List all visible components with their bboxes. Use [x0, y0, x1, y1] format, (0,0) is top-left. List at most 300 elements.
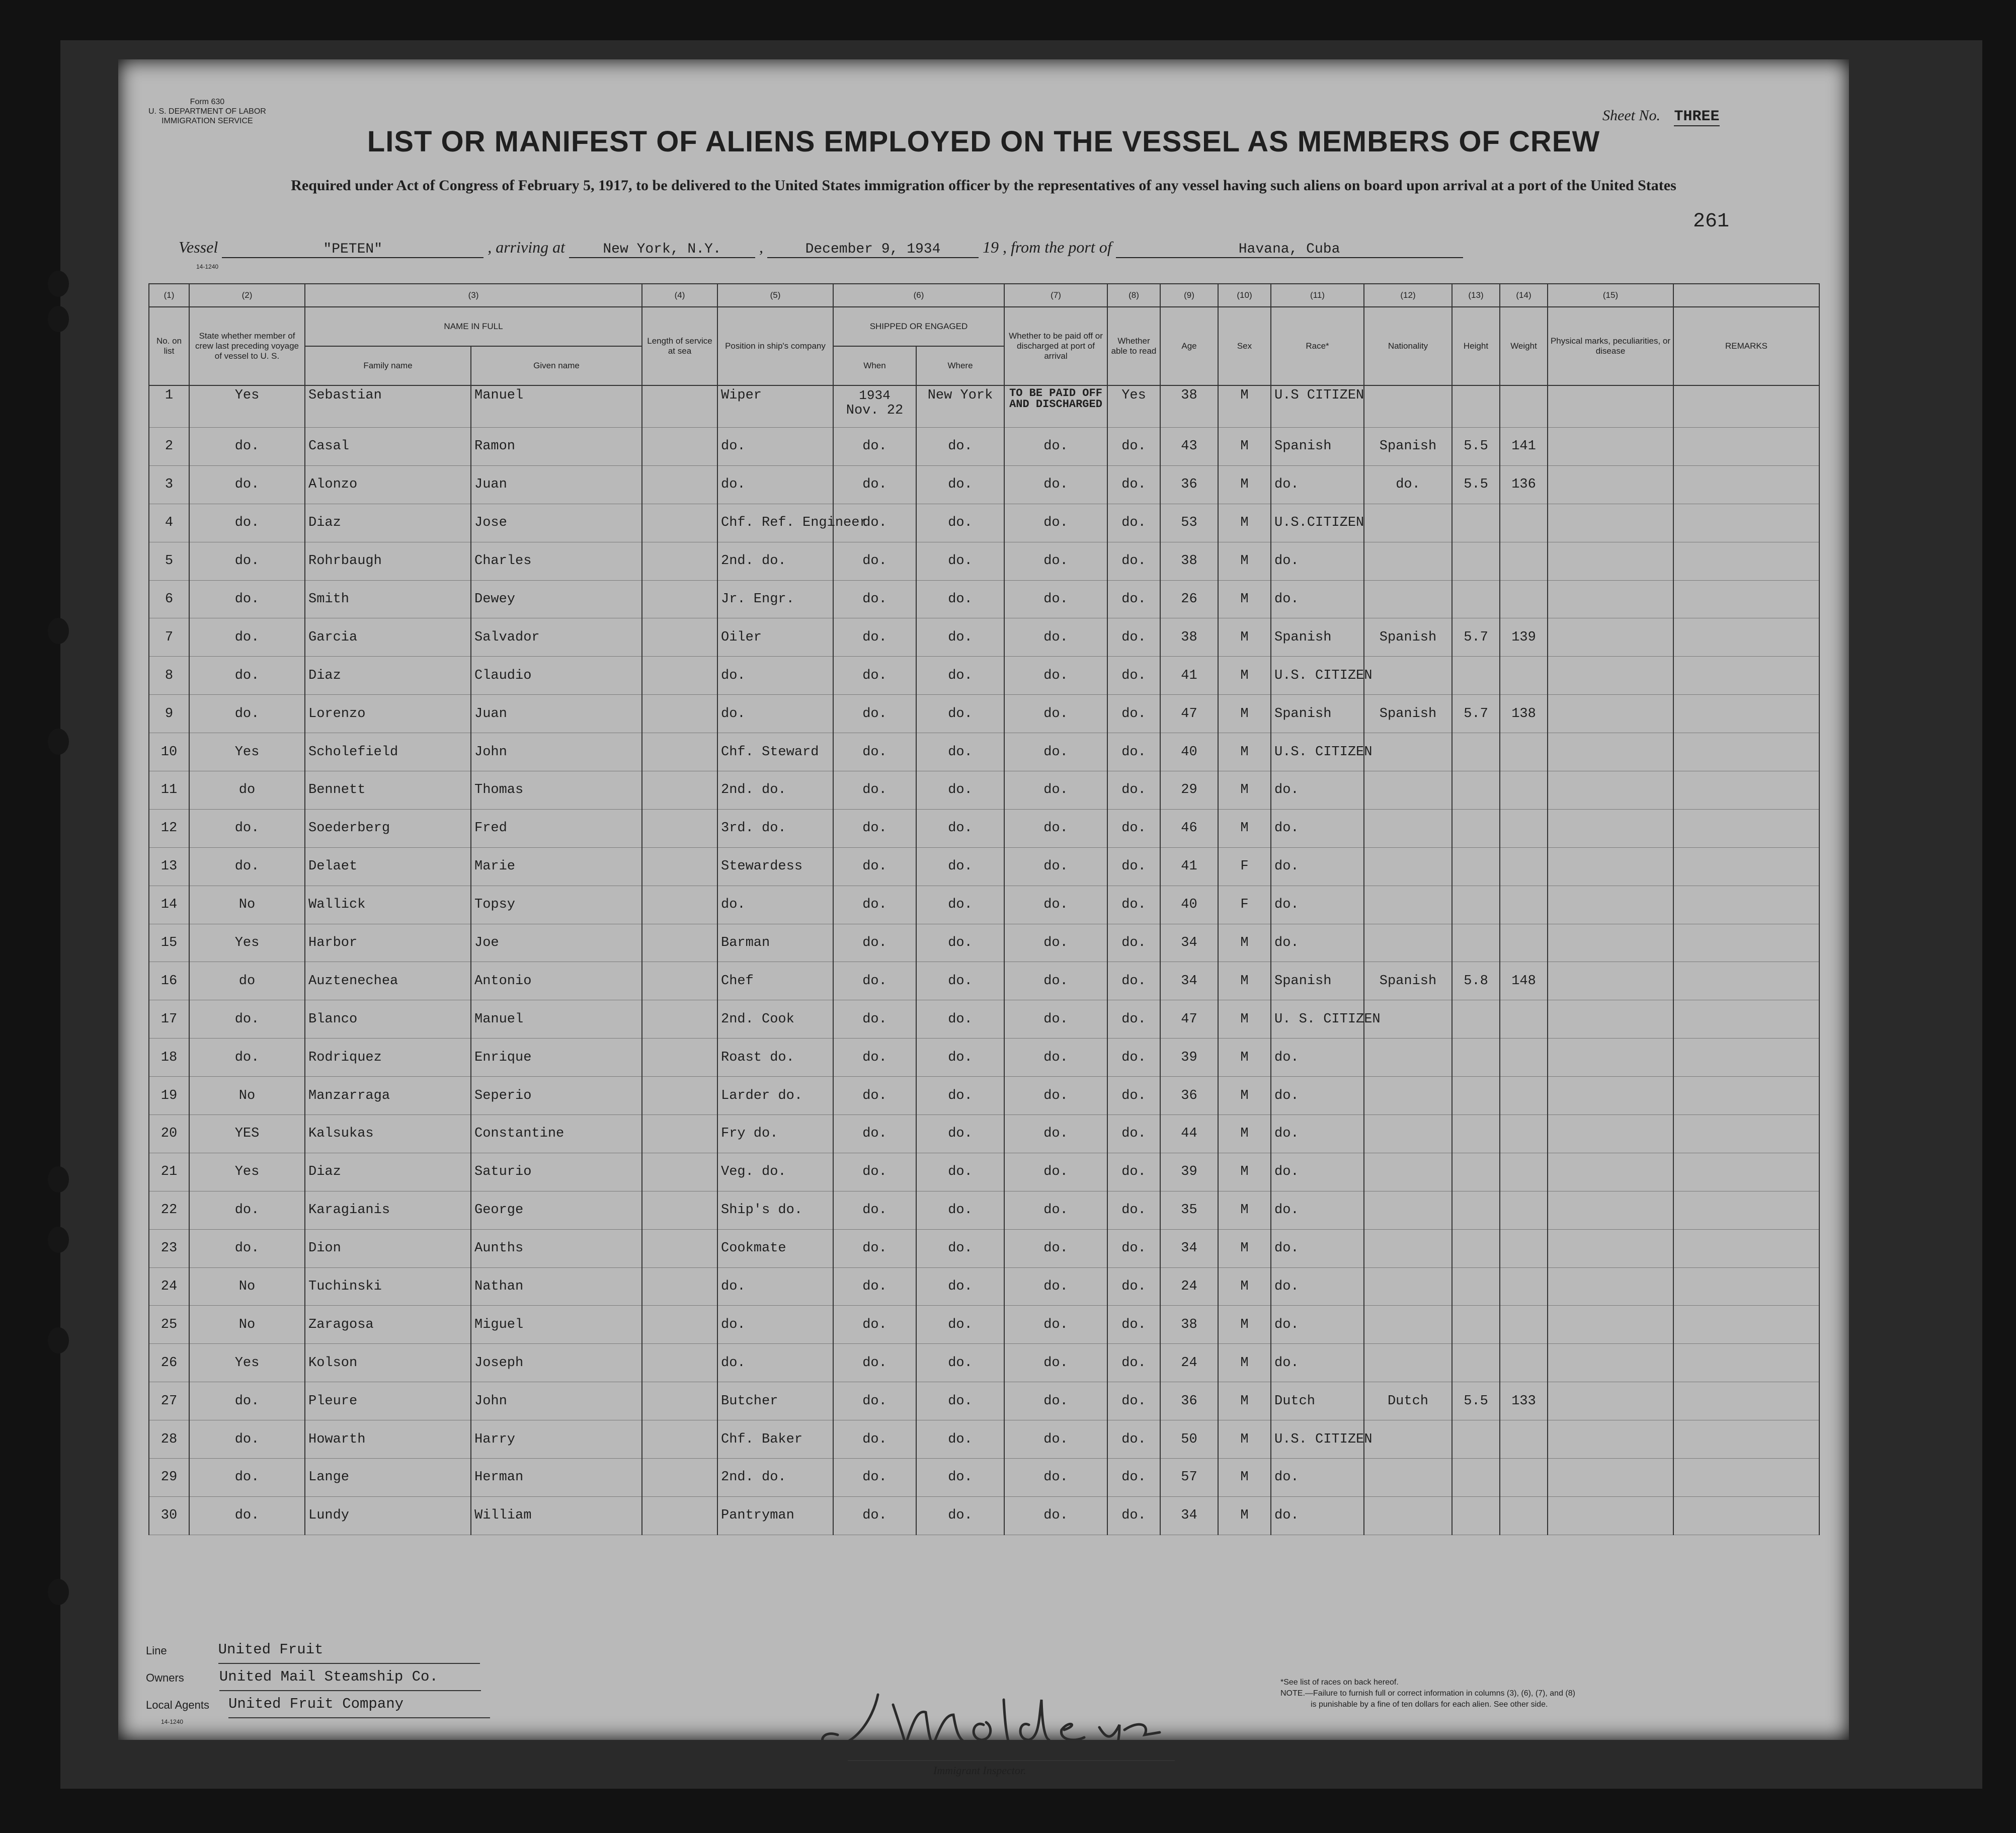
cell-shipped-when: do. — [833, 1000, 916, 1039]
cell-age: 40 — [1160, 733, 1218, 771]
cell-remarks — [1673, 733, 1819, 771]
cell-able-to-read: do. — [1107, 1344, 1160, 1382]
cell-remarks — [1673, 1306, 1819, 1344]
cell-row-number: 8 — [149, 657, 189, 695]
cell-height — [1452, 1420, 1500, 1459]
cell-given-name: John — [471, 733, 642, 771]
cell-remarks — [1673, 847, 1819, 886]
cell-last-voyage: do. — [189, 657, 305, 695]
cell-position: do. — [717, 657, 833, 695]
cell-family-name: Lundy — [305, 1496, 471, 1535]
column-number: (1) — [149, 284, 189, 307]
cell-family-name: Soederberg — [305, 809, 471, 847]
cell-row-number: 21 — [149, 1153, 189, 1191]
cell-given-name: Constantine — [471, 1115, 642, 1153]
cell-given-name: Ramon — [471, 428, 642, 466]
cell-age: 57 — [1160, 1459, 1218, 1497]
cell-paid-off: do. — [1004, 1344, 1107, 1382]
cell-able-to-read: do. — [1107, 847, 1160, 886]
cell-weight — [1500, 580, 1548, 618]
cell-age: 43 — [1160, 428, 1218, 466]
cell-position: do. — [717, 1306, 833, 1344]
cell-remarks — [1673, 465, 1819, 504]
cell-family-name: Dion — [305, 1229, 471, 1267]
year-label: 19 — [982, 238, 999, 256]
cell-height — [1452, 1229, 1500, 1267]
table-row — [149, 542, 1819, 580]
cell-physical-marks — [1548, 618, 1673, 657]
cell-given-name: Joe — [471, 924, 642, 962]
cell-remarks — [1673, 1459, 1819, 1497]
cell-given-name: Salvador — [471, 618, 642, 657]
table-row — [149, 1115, 1819, 1153]
cell-paid-off: do. — [1004, 1039, 1107, 1077]
arriving-label: , arriving at — [488, 238, 565, 256]
cell-length-of-service — [642, 465, 717, 504]
header-race: Race* — [1271, 307, 1364, 385]
cell-sex: M — [1218, 580, 1271, 618]
cell-weight: 148 — [1500, 962, 1548, 1000]
cell-weight — [1500, 924, 1548, 962]
cell-given-name: Saturio — [471, 1153, 642, 1191]
cell-remarks — [1673, 1077, 1819, 1115]
cell-shipped-when: do. — [833, 771, 916, 810]
table-row — [149, 809, 1819, 847]
owners-value: United Mail Steamship Co. — [219, 1664, 481, 1691]
table-row — [149, 1306, 1819, 1344]
cell-nationality — [1364, 657, 1452, 695]
table-row — [149, 657, 1819, 695]
cell-physical-marks — [1548, 657, 1673, 695]
cell-shipped-when: do. — [833, 809, 916, 847]
column-number: (8) — [1107, 284, 1160, 307]
cell-family-name: Diaz — [305, 657, 471, 695]
cell-age: 24 — [1160, 1344, 1218, 1382]
cell-shipped-when: do. — [833, 1496, 916, 1535]
cell-length-of-service — [642, 1459, 717, 1497]
cell-height: 5.5 — [1452, 428, 1500, 466]
header-physical-marks: Physical marks, peculiarities, or disease — [1548, 307, 1673, 385]
column-number: (7) — [1004, 284, 1107, 307]
cell-shipped-when: do. — [833, 847, 916, 886]
cell-given-name: Topsy — [471, 886, 642, 924]
cell-position: do. — [717, 1344, 833, 1382]
cell-last-voyage: do. — [189, 580, 305, 618]
cell-family-name: Rodriquez — [305, 1039, 471, 1077]
shipped-year: 1934 — [859, 388, 891, 403]
cell-last-voyage: do. — [189, 465, 305, 504]
column-number: (4) — [642, 284, 717, 307]
cell-row-number: 25 — [149, 1306, 189, 1344]
cell-family-name: Diaz — [305, 1153, 471, 1191]
cell-length-of-service — [642, 1267, 717, 1306]
cell-family-name: Howarth — [305, 1420, 471, 1459]
table-row — [149, 962, 1819, 1000]
cell-able-to-read: do. — [1107, 1459, 1160, 1497]
cell-height: 5.5 — [1452, 465, 1500, 504]
cell-remarks — [1673, 886, 1819, 924]
header-height: Height — [1452, 307, 1500, 385]
cell-family-name: Blanco — [305, 1000, 471, 1039]
cell-able-to-read: do. — [1107, 1077, 1160, 1115]
cell-physical-marks — [1548, 1229, 1673, 1267]
table-row — [149, 733, 1819, 771]
cell-age: 39 — [1160, 1153, 1218, 1191]
sheet-number-value: THREE — [1674, 108, 1720, 125]
cell-height: 5.8 — [1452, 962, 1500, 1000]
cell-last-voyage: do. — [189, 1382, 305, 1420]
cell-race: do. — [1271, 465, 1364, 504]
cell-height — [1452, 1306, 1500, 1344]
cell-given-name: Charles — [471, 542, 642, 580]
owners-label: Owners — [146, 1671, 184, 1684]
cell-remarks — [1673, 695, 1819, 733]
table-row — [149, 504, 1819, 542]
cell-physical-marks — [1548, 1039, 1673, 1077]
cell-physical-marks — [1548, 504, 1673, 542]
binder-hole — [48, 1579, 69, 1605]
cell-race: do. — [1271, 771, 1364, 810]
cell-nationality: Spanish — [1364, 618, 1452, 657]
cell-last-voyage: do. — [189, 1039, 305, 1077]
cell-given-name: Joseph — [471, 1344, 642, 1382]
binder-hole — [48, 306, 69, 332]
cell-age: 40 — [1160, 886, 1218, 924]
cell-paid-off: do. — [1004, 657, 1107, 695]
cell-shipped-when: do. — [833, 1344, 916, 1382]
cell-position: Stewardess — [717, 847, 833, 886]
header-age: Age — [1160, 307, 1218, 385]
cell-paid-off: do. — [1004, 1420, 1107, 1459]
cell-age: 34 — [1160, 962, 1218, 1000]
cell-position: 2nd. Cook — [717, 1000, 833, 1039]
cell-position: Barman — [717, 924, 833, 962]
cell-weight — [1500, 1344, 1548, 1382]
cell-shipped-when: do. — [833, 1191, 916, 1229]
cell-position: 2nd. do. — [717, 1459, 833, 1497]
cell-sex: M — [1218, 465, 1271, 504]
cell-position: Chf. Baker — [717, 1420, 833, 1459]
cell-age: 44 — [1160, 1115, 1218, 1153]
cell-remarks — [1673, 1153, 1819, 1191]
cell-height — [1452, 657, 1500, 695]
cell-physical-marks — [1548, 1115, 1673, 1153]
cell-length-of-service — [642, 1115, 717, 1153]
cell-row-number: 5 — [149, 542, 189, 580]
header-able-to-read: Whether able to read — [1107, 307, 1160, 385]
cell-family-name: Lange — [305, 1459, 471, 1497]
cell-physical-marks — [1548, 428, 1673, 466]
cell-given-name: Aunths — [471, 1229, 642, 1267]
agents-label: Local Agents — [146, 1699, 209, 1711]
agents-form-number: 14-1240 — [161, 1718, 184, 1725]
cell-weight — [1500, 771, 1548, 810]
header-length-of-service: Length of service at sea — [642, 307, 717, 385]
cell-length-of-service — [642, 1420, 717, 1459]
cell-position: do. — [717, 886, 833, 924]
cell-sex: M — [1218, 733, 1271, 771]
cell-paid-off: do. — [1004, 809, 1107, 847]
cell-nationality: Spanish — [1364, 962, 1452, 1000]
cell-nationality — [1364, 1459, 1452, 1497]
page-title: LIST OR MANIFEST OF ALIENS EMPLOYED ON THE VESSEL AS MEMBERS OF CREW — [367, 125, 1600, 158]
cell-shipped-when: do. — [833, 1306, 916, 1344]
cell-nationality: do. — [1364, 465, 1452, 504]
cell-shipped-where: do. — [916, 886, 1004, 924]
cell-race: do. — [1271, 1191, 1364, 1229]
cell-race: do. — [1271, 580, 1364, 618]
footnote-penalty: NOTE.—Failure to furnish full or correct information in columns (3), (6), (7), and (8) — [1280, 1689, 1575, 1698]
header-position: Position in ship's company — [717, 307, 833, 385]
cell-row-number: 22 — [149, 1191, 189, 1229]
cell-paid-off: do. — [1004, 695, 1107, 733]
cell-height — [1452, 385, 1500, 428]
cell-position: Chf. Ref. Engineer — [717, 504, 833, 542]
cell-shipped-where: do. — [916, 504, 1004, 542]
cell-height: 5.5 — [1452, 1382, 1500, 1420]
cell-shipped-where: do. — [916, 1039, 1004, 1077]
cell-paid-off: do. — [1004, 618, 1107, 657]
cell-length-of-service — [642, 1229, 717, 1267]
column-number: (13) — [1452, 284, 1500, 307]
cell-last-voyage: do. — [189, 618, 305, 657]
cell-row-number: 30 — [149, 1496, 189, 1535]
cell-given-name: Manuel — [471, 385, 642, 428]
cell-last-voyage: Yes — [189, 1153, 305, 1191]
cell-shipped-where: do. — [916, 542, 1004, 580]
cell-length-of-service — [642, 847, 717, 886]
cell-position: Cookmate — [717, 1229, 833, 1267]
cell-weight: 133 — [1500, 1382, 1548, 1420]
cell-sex: M — [1218, 771, 1271, 810]
cell-remarks — [1673, 1420, 1819, 1459]
cell-remarks — [1673, 385, 1819, 428]
cell-height — [1452, 924, 1500, 962]
cell-row-number: 6 — [149, 580, 189, 618]
cell-race: U.S. CITIZEN — [1271, 733, 1364, 771]
cell-position: Wiper — [717, 385, 833, 428]
cell-family-name: Scholefield — [305, 733, 471, 771]
cell-shipped-where: do. — [916, 1496, 1004, 1535]
cell-age: 29 — [1160, 771, 1218, 810]
cell-last-voyage: do. — [189, 1000, 305, 1039]
cell-paid-off: do. — [1004, 1115, 1107, 1153]
cell-length-of-service — [642, 542, 717, 580]
cell-row-number: 7 — [149, 618, 189, 657]
cell-paid-off: do. — [1004, 1153, 1107, 1191]
cell-weight — [1500, 1496, 1548, 1535]
cell-shipped-when: do. — [833, 1420, 916, 1459]
cell-race: U.S. CITIZEN — [1271, 1420, 1364, 1459]
cell-paid-off: do. — [1004, 886, 1107, 924]
cell-last-voyage: No — [189, 1267, 305, 1306]
cell-shipped-when: do. — [833, 1382, 916, 1420]
cell-position: do. — [717, 465, 833, 504]
cell-weight — [1500, 733, 1548, 771]
cell-paid-off: do. — [1004, 771, 1107, 810]
cell-paid-off: do. — [1004, 1382, 1107, 1420]
cell-race: Spanish — [1271, 428, 1364, 466]
cell-length-of-service — [642, 580, 717, 618]
cell-able-to-read: do. — [1107, 1382, 1160, 1420]
cell-shipped-when: do. — [833, 924, 916, 962]
cell-row-number: 26 — [149, 1344, 189, 1382]
cell-sex: M — [1218, 924, 1271, 962]
cell-weight — [1500, 1000, 1548, 1039]
cell-paid-off: do. — [1004, 924, 1107, 962]
inspector-signature-block — [818, 1690, 1180, 1777]
cell-height — [1452, 1496, 1500, 1535]
cell-physical-marks — [1548, 924, 1673, 962]
inspector-signature — [818, 1690, 1180, 1760]
cell-given-name: Enrique — [471, 1039, 642, 1077]
cell-height — [1452, 1267, 1500, 1306]
cell-length-of-service — [642, 809, 717, 847]
cell-height — [1452, 1077, 1500, 1115]
cell-length-of-service — [642, 504, 717, 542]
cell-row-number: 29 — [149, 1459, 189, 1497]
cell-shipped-where: do. — [916, 1459, 1004, 1497]
header-sex: Sex — [1218, 307, 1271, 385]
cell-remarks — [1673, 962, 1819, 1000]
column-number: (6) — [833, 284, 1004, 307]
cell-position: 2nd. do. — [717, 542, 833, 580]
cell-paid-off: do. — [1004, 733, 1107, 771]
cell-row-number: 3 — [149, 465, 189, 504]
cell-family-name: Kalsukas — [305, 1115, 471, 1153]
header-nationality: Nationality — [1364, 307, 1452, 385]
cell-shipped-where: do. — [916, 657, 1004, 695]
cell-nationality — [1364, 1344, 1452, 1382]
cell-position: Oiler — [717, 618, 833, 657]
cell-given-name: Jose — [471, 504, 642, 542]
cell-position: Pantryman — [717, 1496, 833, 1535]
cell-age: 41 — [1160, 657, 1218, 695]
cell-sex: M — [1218, 618, 1271, 657]
cell-shipped-where: do. — [916, 618, 1004, 657]
cell-length-of-service — [642, 385, 717, 428]
arrival-date: December 9, 1934 — [767, 242, 979, 258]
cell-length-of-service — [642, 428, 717, 466]
cell-shipped-when: do. — [833, 428, 916, 466]
cell-family-name: Lorenzo — [305, 695, 471, 733]
cell-shipped-where: do. — [916, 1267, 1004, 1306]
cell-family-name: Casal — [305, 428, 471, 466]
header-remarks: REMARKS — [1673, 307, 1819, 385]
cell-position: do. — [717, 1267, 833, 1306]
cell-last-voyage: do. — [189, 542, 305, 580]
cell-shipped-where: do. — [916, 1229, 1004, 1267]
header-name-in-full: NAME IN FULL — [305, 307, 642, 346]
cell-row-number: 15 — [149, 924, 189, 962]
cell-row-number: 23 — [149, 1229, 189, 1267]
binder-hole — [48, 729, 69, 755]
cell-shipped-where: do. — [916, 1344, 1004, 1382]
table-row — [149, 1344, 1819, 1382]
cell-given-name: Antonio — [471, 962, 642, 1000]
cell-weight — [1500, 385, 1548, 428]
cell-remarks — [1673, 428, 1819, 466]
cell-remarks — [1673, 1267, 1819, 1306]
cell-physical-marks — [1548, 962, 1673, 1000]
cell-paid-off: do. — [1004, 1459, 1107, 1497]
cell-given-name: Dewey — [471, 580, 642, 618]
cell-height — [1452, 771, 1500, 810]
cell-race: do. — [1271, 924, 1364, 962]
cell-sex: M — [1218, 428, 1271, 466]
cell-nationality — [1364, 1420, 1452, 1459]
cell-shipped-where: do. — [916, 580, 1004, 618]
cell-physical-marks — [1548, 1344, 1673, 1382]
cell-remarks — [1673, 542, 1819, 580]
cell-weight — [1500, 1420, 1548, 1459]
cell-paid-off: do. — [1004, 847, 1107, 886]
column-number: (9) — [1160, 284, 1218, 307]
cell-last-voyage: No — [189, 1077, 305, 1115]
cell-height — [1452, 1191, 1500, 1229]
column-number: (5) — [717, 284, 833, 307]
cell-sex: M — [1218, 1039, 1271, 1077]
form-id-line: Form 630 — [190, 98, 225, 106]
table-row — [149, 886, 1819, 924]
cell-nationality — [1364, 1306, 1452, 1344]
table-row — [149, 1191, 1819, 1229]
cell-weight: 141 — [1500, 428, 1548, 466]
binder-hole — [48, 1327, 69, 1353]
cell-last-voyage: do. — [189, 1496, 305, 1535]
cell-nationality — [1364, 504, 1452, 542]
footnote-races: *See list of races on back hereof. — [1280, 1678, 1399, 1687]
cell-able-to-read: do. — [1107, 618, 1160, 657]
cell-family-name: Rohrbaugh — [305, 542, 471, 580]
cell-paid-off: do. — [1004, 580, 1107, 618]
cell-length-of-service — [642, 771, 717, 810]
cell-nationality — [1364, 1496, 1452, 1535]
cell-weight — [1500, 1306, 1548, 1344]
line-field — [146, 1637, 490, 1664]
cell-sex: M — [1218, 542, 1271, 580]
cell-shipped-when: do. — [833, 1267, 916, 1306]
column-number: (11) — [1271, 284, 1364, 307]
cell-shipped-where: do. — [916, 428, 1004, 466]
column-number: (2) — [189, 284, 305, 307]
cell-length-of-service — [642, 1496, 717, 1535]
cell-nationality — [1364, 1229, 1452, 1267]
cell-sex: M — [1218, 1229, 1271, 1267]
vessel-name: "PETEN" — [222, 242, 483, 258]
cell-given-name: Herman — [471, 1459, 642, 1497]
cell-shipped-where: do. — [916, 962, 1004, 1000]
cell-given-name: Marie — [471, 847, 642, 886]
cell-row-number: 24 — [149, 1267, 189, 1306]
cell-weight: 139 — [1500, 618, 1548, 657]
cell-height — [1452, 1039, 1500, 1077]
cell-physical-marks — [1548, 1496, 1673, 1535]
cell-race: do. — [1271, 886, 1364, 924]
cell-nationality — [1364, 385, 1452, 428]
cell-shipped-when — [833, 385, 916, 428]
cell-paid-off: do. — [1004, 962, 1107, 1000]
cell-nationality — [1364, 542, 1452, 580]
from-port: Havana, Cuba — [1116, 242, 1463, 258]
cell-age: 38 — [1160, 1306, 1218, 1344]
footer-fields — [146, 1637, 490, 1725]
cell-able-to-read: do. — [1107, 809, 1160, 847]
cell-last-voyage: do. — [189, 1191, 305, 1229]
cell-family-name: Tuchinski — [305, 1267, 471, 1306]
cell-age: 34 — [1160, 1229, 1218, 1267]
cell-family-name: Diaz — [305, 504, 471, 542]
